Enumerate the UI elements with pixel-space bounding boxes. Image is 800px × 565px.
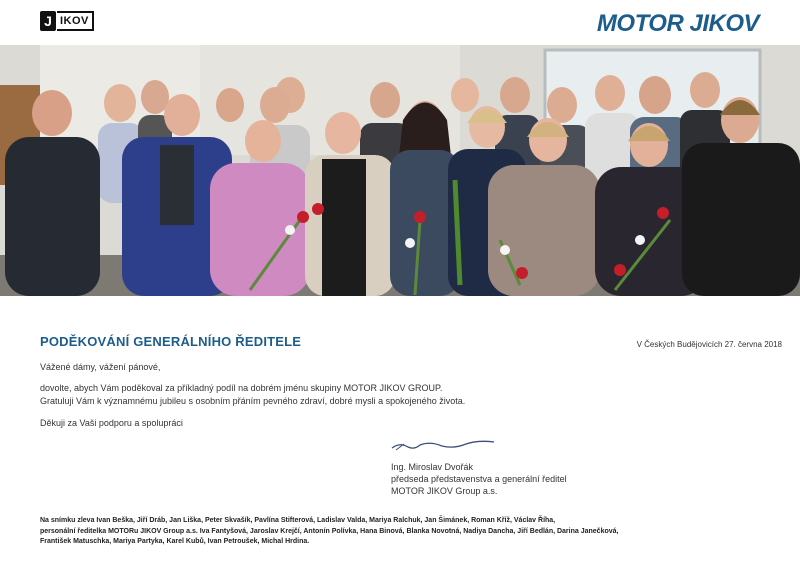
letter-dateline: V Českých Budějovicích 27. června 2018 (636, 340, 782, 349)
group-photo-illustration (0, 45, 800, 296)
salutation: Vážené dámy, vážení pánové, (40, 362, 161, 372)
letter-heading: PODĚKOVÁNÍ GENERÁLNÍHO ŘEDITELE (40, 334, 302, 349)
caption-line-1: Na snímku zleva Ivan Beška, Jiří Dráb, Jan Liška, Peter Skvašík, Pavlína Stifterová, Ladislav Valda, Mariya Ralchuk, Jan Šimánek, Roman Kříž, Václav Říha, (40, 517, 556, 524)
body-line-2: Gratuluji Vám k významnému jubileu s osobním přáním pevného zdraví, dobré mysli a spokojeného života. (40, 396, 466, 406)
closing-line: Děkuji za Vaši podporu a spolupráci (40, 418, 183, 428)
signer-block (391, 461, 567, 497)
group-photo (0, 45, 800, 296)
signer-name: Ing. Miroslav Dvořák (391, 462, 474, 472)
motor-jikov-logo: MOTOR JIKOV (596, 10, 759, 37)
signer-company: MOTOR JIKOV Group a.s. (391, 486, 498, 496)
caption-line-3: František Matuschka, Mariya Partyka, Karel Kubů, Ivan Petroušek, Michal Hrdina. (40, 538, 310, 545)
body-line-1: dovolte, abych Vám poděkoval za příkladný podíl na dobrém jménu skupiny MOTOR JIKOV GROUP. (40, 383, 443, 393)
jikov-logo (40, 11, 94, 31)
photo-caption (40, 516, 760, 548)
signer-title: předseda představenstva a generální ředitel (391, 474, 567, 484)
caption-line-2: personální ředitelka MOTORu JIKOV Group a.s. Iva Fantyšová, Jaroslav Krejčí, Antonín Polívka, Hana Binová, Blanka Novotná, Nadiya Dancha, Jiří Bedlán, Darina Janečková, (40, 527, 619, 535)
jikov-logo-mark: J (40, 11, 56, 31)
signature (390, 436, 500, 454)
jikov-logo-text: IKOV (57, 11, 94, 31)
